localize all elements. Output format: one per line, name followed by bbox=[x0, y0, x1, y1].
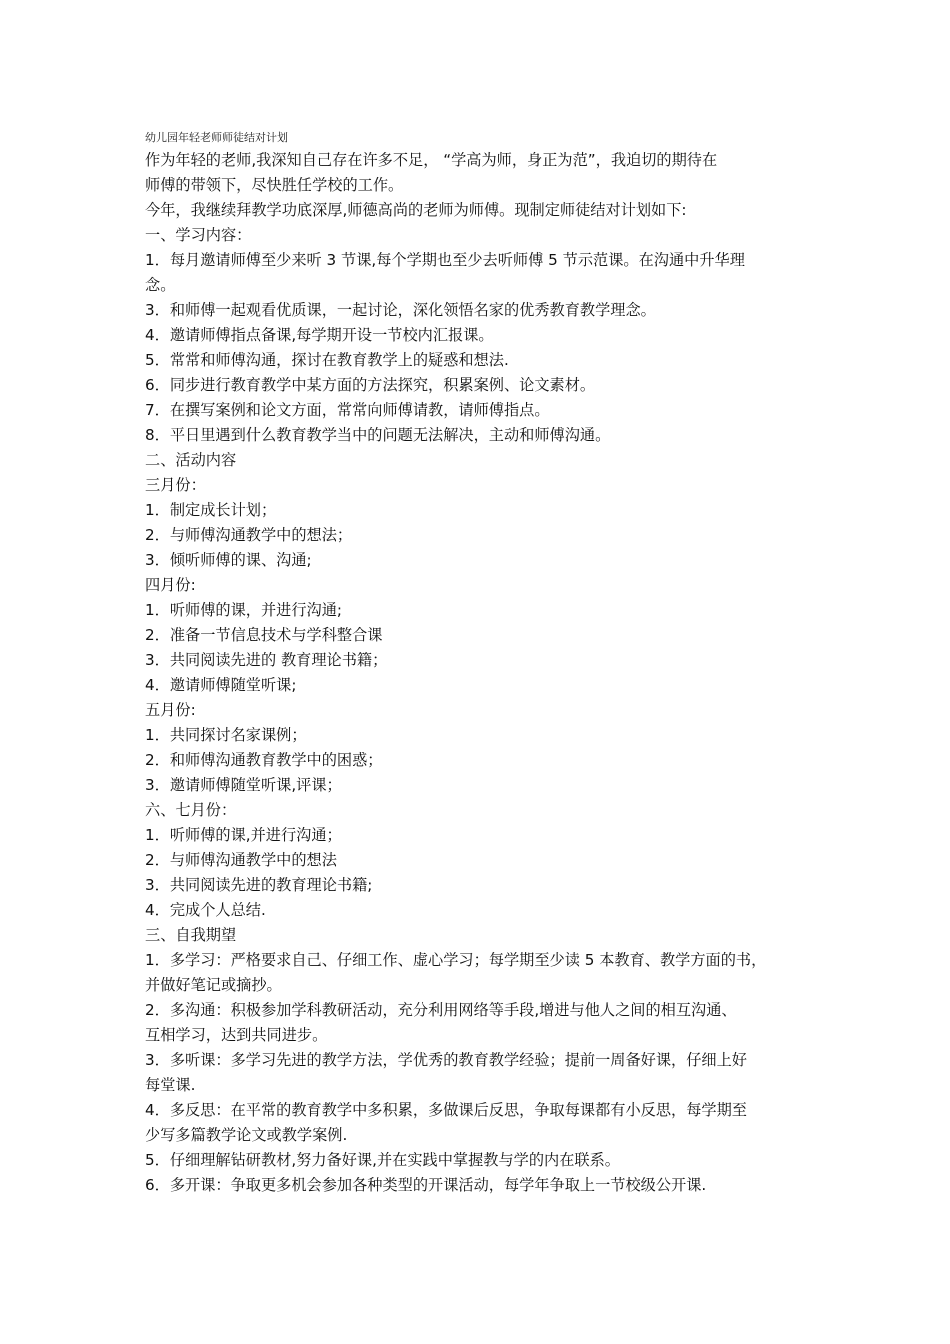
list-item: 3．和师傅一起观看优质课，一起讨论，深化领悟名家的优秀教育教学理念。 bbox=[145, 301, 656, 319]
text-line: 作为年轻的老师,我深知自己存在许多不足， “学高为师，身正为范”，我迫切的期待在 bbox=[145, 151, 718, 169]
list-item: 3．倾听师傅的课、沟通; bbox=[145, 551, 312, 569]
list-item: 2．与师傅沟通教学中的想法； bbox=[145, 526, 353, 544]
list-item: 3．多听课：多学习先进的教学方法，学优秀的教育教学经验；提前一周备好课，仔细上好 bbox=[145, 1051, 747, 1069]
list-item-continuation: 念。 bbox=[145, 276, 176, 294]
text-line: 师傅的带领下，尽快胜任学校的工作。 bbox=[145, 176, 404, 194]
list-item: 2．和师傅沟通教育教学中的困惑； bbox=[145, 751, 383, 769]
month-heading: 五月份: bbox=[145, 701, 196, 719]
list-item: 7．在撰写案例和论文方面，常常向师傅请教，请师傅指点。 bbox=[145, 401, 550, 419]
section-heading: 三、自我期望 bbox=[145, 926, 237, 944]
list-item: 2．与师傅沟通教学中的想法 bbox=[145, 851, 337, 869]
document-title: 幼儿园年轻老师师徒结对计划 bbox=[145, 131, 288, 144]
list-item: 8．平日里遇到什么教育教学当中的问题无法解决，主动和师傅沟通。 bbox=[145, 426, 611, 444]
document-body bbox=[145, 148, 815, 1198]
list-item: 4．完成个人总结. bbox=[145, 901, 266, 919]
list-item: 6．多开课：争取更多机会参加各种类型的开课活动，每学年争取上一节校级公开课. bbox=[145, 1176, 707, 1194]
list-item: 3．邀请师傅随堂听课,评课； bbox=[145, 776, 342, 794]
text-line: 今年，我继续拜教学功底深厚,师德高尚的老师为师傅。现制定师徒结对计划如下: bbox=[145, 201, 687, 219]
month-heading: 四月份: bbox=[145, 576, 196, 594]
list-item: 1．每月邀请师傅至少来听 3 节课,每个学期也至少去听师傅 5 节示范课。在沟通中升华理 bbox=[145, 251, 745, 269]
list-item-continuation: 并做好笔记或摘抄。 bbox=[145, 976, 282, 994]
list-item-continuation: 每堂课. bbox=[145, 1076, 196, 1094]
list-item: 2．多沟通：积极参加学科教研活动，充分利用网络等手段,增进与他人之间的相互沟通、 bbox=[145, 1001, 737, 1019]
list-item: 3．共同阅读先进的 教育理论书籍； bbox=[145, 651, 388, 669]
section-heading: 二、活动内容 bbox=[145, 451, 237, 469]
section-heading: 一、学习内容： bbox=[145, 226, 252, 244]
list-item: 1．听师傅的课，并进行沟通; bbox=[145, 601, 343, 619]
list-item: 4．多反思：在平常的教育教学中多积累，多做课后反思，争取每课都有小反思，每学期至 bbox=[145, 1101, 747, 1119]
list-item: 6．同步进行教育教学中某方面的方法探究，积累案例、论文素材。 bbox=[145, 376, 596, 394]
list-item: 5．仔细理解钻研教材,努力备好课,并在实践中掌握教与学的内在联系。 bbox=[145, 1151, 620, 1169]
list-item: 1．制定成长计划； bbox=[145, 501, 277, 519]
list-item: 4．邀请师傅指点备课,每学期开设一节校内汇报课。 bbox=[145, 326, 494, 344]
month-heading: 三月份： bbox=[145, 476, 206, 494]
list-item: 2．准备一节信息技术与学科整合课 bbox=[145, 626, 383, 644]
list-item: 1．共同探讨名家课例； bbox=[145, 726, 307, 744]
month-heading: 六、七月份： bbox=[145, 801, 237, 819]
list-item-continuation: 少写多篇教学论文或教学案例. bbox=[145, 1126, 348, 1144]
list-item: 1．多学习：严格要求自己、仔细工作、虚心学习；每学期至少读 5 本教育、教学方面的书， bbox=[145, 951, 767, 969]
list-item-continuation: 互相学习，达到共同进步。 bbox=[145, 1026, 328, 1044]
list-item: 3．共同阅读先进的教育理论书籍; bbox=[145, 876, 373, 894]
list-item: 1．听师傅的课,并进行沟通； bbox=[145, 826, 342, 844]
list-item: 4．邀请师傅随堂听课; bbox=[145, 676, 297, 694]
list-item: 5．常常和师傅沟通，探讨在教育教学上的疑惑和想法. bbox=[145, 351, 509, 369]
